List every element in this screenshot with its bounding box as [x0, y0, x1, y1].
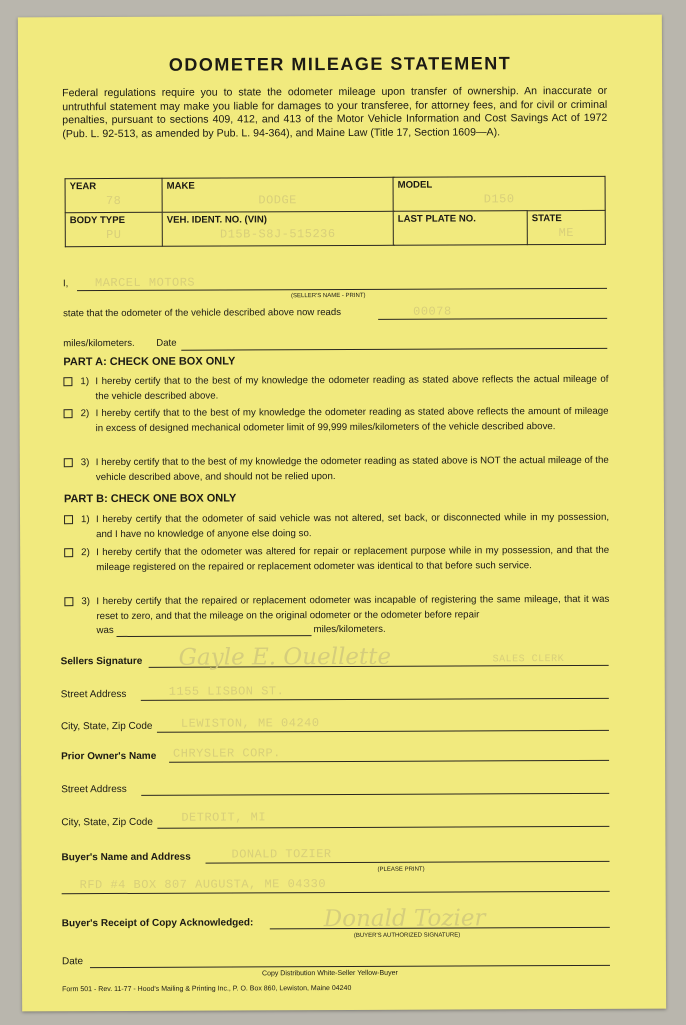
part-b-checkbox-3[interactable]	[64, 597, 73, 606]
buyer-address-value: RFD #4 BOX 807 AUGUSTA, ME 04330	[79, 877, 327, 893]
make-value: DODGE	[258, 193, 297, 208]
state-value: ME	[558, 225, 575, 241]
model-value: D150	[483, 192, 515, 207]
part-a-checkbox-2[interactable]	[64, 409, 73, 418]
prior-street-label: Street Address	[61, 783, 127, 796]
part-a-checkbox-1[interactable]	[63, 377, 72, 386]
body-type-cell	[65, 212, 162, 246]
seller-street-value: 1155 LISBON ST.	[168, 684, 285, 699]
odometer-reading-row	[63, 304, 608, 324]
seller-name-caption: (SELLER'S NAME - PRINT)	[291, 292, 366, 300]
part-b-title: PART B: CHECK ONE BOX ONLY	[63, 492, 237, 506]
seller-name-value: MARCEL MOTORS	[94, 275, 196, 291]
odometer-statement-form	[18, 15, 666, 1012]
prior-city-label: City, State, Zip Code	[61, 816, 153, 829]
seller-street-row	[61, 678, 611, 704]
was-label: was	[96, 624, 114, 637]
state-label: STATE	[531, 213, 562, 225]
odometer-reading-value: 00078	[413, 304, 452, 319]
buyer-date-label: Date	[61, 956, 84, 968]
seller-city-row	[61, 710, 611, 736]
sellers-signature-row	[61, 645, 611, 671]
part-b-item-1	[64, 511, 609, 542]
part-a-title: PART A: CHECK ONE BOX ONLY	[63, 355, 236, 369]
buyer-date-line	[90, 965, 610, 968]
prior-owner-row	[61, 740, 611, 766]
part-a-item-3	[64, 454, 609, 485]
miles-date-row	[63, 334, 608, 354]
buyer-receipt-label: Buyer's Receipt of Copy Acknowledged:	[61, 917, 254, 930]
part-a-num-1: 1)	[80, 376, 90, 388]
make-label: MAKE	[166, 180, 195, 192]
buyer-signature-value: Donald Tozier	[323, 905, 486, 933]
prior-city-value: DETROIT, MI	[181, 810, 267, 825]
model-cell	[393, 176, 605, 211]
form-title: ODOMETER MILEAGE STATEMENT	[168, 53, 512, 75]
part-b-text-2: I hereby certify that the odometer was altered for repair or replacement purpose while in my possession, and that the mileage registered on the repaired or replacement odometer was identical to that before such service.	[96, 544, 610, 573]
year-label: YEAR	[69, 181, 97, 193]
buyer-signature-caption: (BUYER'S AUTHORIZED SIGNATURE)	[353, 932, 461, 939]
part-b-checkbox-2[interactable]	[64, 548, 73, 557]
part-a-item-2	[64, 405, 609, 436]
model-label: MODEL	[397, 179, 433, 191]
prior-city-line	[157, 826, 609, 829]
seller-city-value: LEWISTON, ME 04240	[180, 716, 320, 731]
part-b-num-2: 2)	[81, 547, 90, 559]
intro-paragraph: Federal regulations require you to state the odometer mileage upon transfer of ownership. An inaccurate or untruthful statement may make you liable for damages to your transferee, for attorney fees, and for civil or criminal penalties, pursuant to sections 409, 412, and 413 of the Motor Vehicle Information and Cost Savings Act of 1972 (Pub. L. 92-513, as amended by Pub. L. 94-364), and Maine Law (Title 17, Section 1609—A).	[62, 84, 608, 140]
part-b-checkbox-1[interactable]	[64, 515, 73, 524]
part-a-text-2: I hereby certify that to the best of my knowledge the odometer reading as stated above reflects the amount of mileage in excess of designed mechanical odometer limit of 99,999 miles/kilometers of the vehicle described above.	[95, 405, 609, 434]
part-b-text-3: I hereby certify that the repaired or replacement odometer was incapable of registering the same mileage, that it was reset to zero, and that the mileage on the original odometer or the odometer before repair	[96, 593, 610, 622]
part-b-num-1: 1)	[81, 514, 90, 526]
part-b-text-1: I hereby certify that the odometer of said vehicle was not altered, set back, or disconnected while in my possession, and I have no knowledge of anyone else doing so.	[96, 511, 610, 540]
prior-city-row	[61, 806, 611, 832]
form-info: Form 501 - Rev. 11-77 - Hood's Mailing & Printing Inc., P. O. Box 860, Lewiston, Maine 04240	[62, 984, 352, 994]
vehicle-info-table	[65, 176, 606, 247]
was-miles-line	[117, 635, 312, 637]
buyer-name-label: Buyer's Name and Address	[61, 851, 191, 864]
prior-street-line	[141, 793, 609, 796]
sellers-title-value: SALES CLERK	[492, 654, 565, 666]
i-label: I,	[62, 278, 69, 290]
copy-distribution: Copy Distribution White-Seller Yellow-Buyer	[261, 969, 398, 978]
part-a-num-3: 3)	[80, 457, 90, 469]
plate-label: LAST PLATE NO.	[397, 213, 476, 225]
sellers-signature-value: Gayle E. Ouellette	[178, 643, 392, 671]
year-value: 78	[105, 193, 122, 209]
plate-cell	[393, 211, 527, 246]
part-a-text-3: I hereby certify that to the best of my knowledge the odometer reading as stated above is NOT the actual mileage of the vehicle described above, and should not be relied upon.	[95, 454, 609, 483]
was-miles-unit: miles/kilometers.	[313, 623, 386, 636]
body-type-value: PU	[106, 227, 122, 243]
please-print-caption: (PLEASE PRINT)	[377, 866, 425, 873]
buyer-name-row	[61, 841, 611, 873]
date-label-top: Date	[156, 337, 177, 349]
part-b-item-2	[64, 544, 609, 575]
miles-text: miles/kilometers.	[63, 337, 135, 350]
part-a-checkbox-3[interactable]	[64, 458, 73, 467]
buyer-date-row	[62, 945, 612, 971]
seller-city-label: City, State, Zip Code	[60, 720, 153, 733]
sellers-signature-label: Sellers Signature	[60, 655, 143, 668]
part-b-item-3	[64, 593, 609, 624]
seller-name-row	[63, 274, 608, 304]
buyer-receipt-row	[61, 905, 612, 939]
part-a-text-1: I hereby certify that to the best of my knowledge the odometer reading as stated above reflects the actual mileage of the vehicle described above.	[95, 373, 609, 402]
prior-owner-value: CHRYSLER CORP.	[173, 746, 281, 761]
reads-text: state that the odometer of the vehicle described above now reads	[63, 307, 342, 320]
plate-value	[398, 226, 523, 227]
body-type-label: BODY TYPE	[69, 214, 126, 227]
part-a-num-2: 2)	[80, 408, 90, 420]
seller-street-label: Street Address	[60, 688, 127, 701]
year-cell	[65, 178, 162, 212]
part-b-miles-row	[64, 622, 609, 640]
vin-value: D15B-S8J-515236	[219, 227, 336, 242]
make-cell	[162, 177, 393, 212]
part-a-item-1	[63, 373, 608, 404]
vin-cell	[162, 211, 393, 246]
vin-label: VEH. IDENT. NO. (VIN)	[166, 214, 267, 226]
part-b-num-3: 3)	[81, 596, 91, 608]
state-cell	[527, 210, 605, 244]
prior-owner-label: Prior Owner's Name	[61, 750, 157, 763]
date-line-top	[181, 348, 607, 351]
buyer-address-row	[62, 871, 612, 897]
buyer-name-value: DONALD TOZIER	[231, 847, 332, 862]
prior-street-row	[61, 773, 611, 799]
